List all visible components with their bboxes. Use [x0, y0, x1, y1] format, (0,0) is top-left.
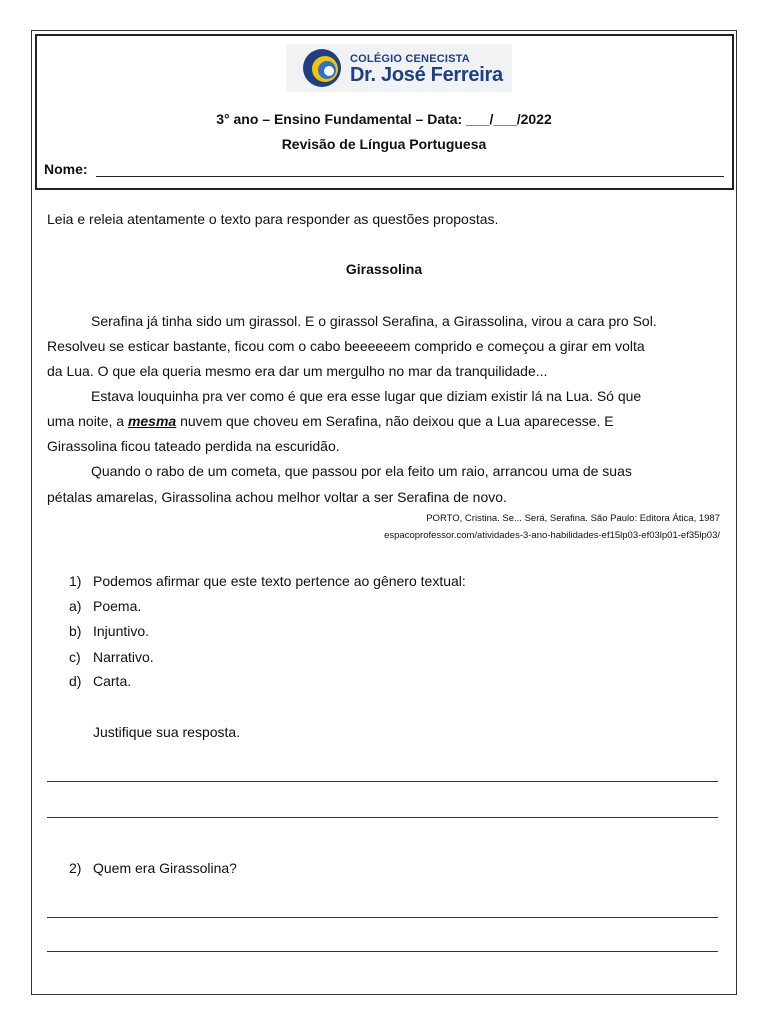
answer-line[interactable]	[47, 951, 718, 952]
name-label: Nome:	[44, 161, 88, 177]
story-line: Estava louquinha pra ver como é que era esse lugar que diziam existir lá na Lua. Só que	[91, 388, 642, 404]
question-number: 2)	[69, 860, 82, 876]
story-line: pétalas amarelas, Girassolina achou melhor voltar a ser Serafina de novo.	[47, 489, 507, 505]
option-label: d)	[69, 673, 82, 689]
question-number: 1)	[69, 573, 82, 589]
option-text: Poema.	[93, 598, 142, 614]
story-line: Quando o rabo de um cometa, que passou por ela feito um raio, arrancou uma de suas	[91, 463, 632, 479]
question-text: Podemos afirmar que este texto pertence ao gênero textual:	[93, 573, 466, 589]
answer-line[interactable]	[47, 917, 718, 918]
answer-line[interactable]	[47, 817, 718, 818]
answer-line[interactable]	[47, 781, 718, 782]
story-reference: PORTO, Cristina. Se... Será, Serafina. São Paulo: Editora Ática, 1987	[426, 513, 720, 524]
option-text: Narrativo.	[93, 649, 154, 665]
grade-date-line: 3° ano – Ensino Fundamental – Data: ___/___/2022	[216, 111, 552, 127]
story-text-segment: uma noite, a	[47, 413, 128, 429]
logo-school-type: COLÉGIO CENECISTA	[350, 53, 470, 65]
subject-title: Revisão de Língua Portuguesa	[281, 136, 487, 152]
school-emblem-icon	[300, 46, 344, 90]
option-label: a)	[69, 598, 82, 614]
story-line: Serafina já tinha sido um girassol. E o girassol Serafina, a Girassolina, virou a cara pro Sol.	[91, 313, 657, 329]
story-line: Resolveu se esticar bastante, ficou com o cabo beeeeeem comprido e começou a girar em volta	[47, 338, 645, 354]
story-line: Girassolina ficou tateado perdida na escuridão.	[47, 438, 340, 454]
school-logo	[286, 44, 512, 92]
story-text-segment: nuvem que choveu em Serafina, não deixou que a Lua aparecesse. E	[176, 413, 614, 429]
story-line: da Lua. O que ela queria mesmo era dar um mergulho no mar da tranquilidade...	[47, 363, 548, 379]
logo-school-name: Dr. José Ferreira	[350, 64, 503, 86]
option-text: Carta.	[93, 673, 132, 689]
option-label: c)	[69, 649, 81, 665]
option-label: b)	[69, 623, 82, 639]
question-text: Quem era Girassolina?	[93, 860, 237, 876]
story-source: espacoprofessor.com/atividades-3-ano-habilidades-ef15lp03-ef03lp01-ef35lp03/	[384, 530, 720, 541]
name-answer-line[interactable]	[96, 176, 724, 177]
highlighted-word: mesma	[127, 413, 177, 429]
justify-prompt: Justifique sua resposta.	[93, 724, 241, 740]
instruction-text: Leia e releia atentamente o texto para responder as questões propostas.	[47, 211, 499, 227]
story-title: Girassolina	[345, 261, 423, 277]
story-line	[47, 413, 614, 430]
option-text: Injuntivo.	[93, 623, 150, 639]
